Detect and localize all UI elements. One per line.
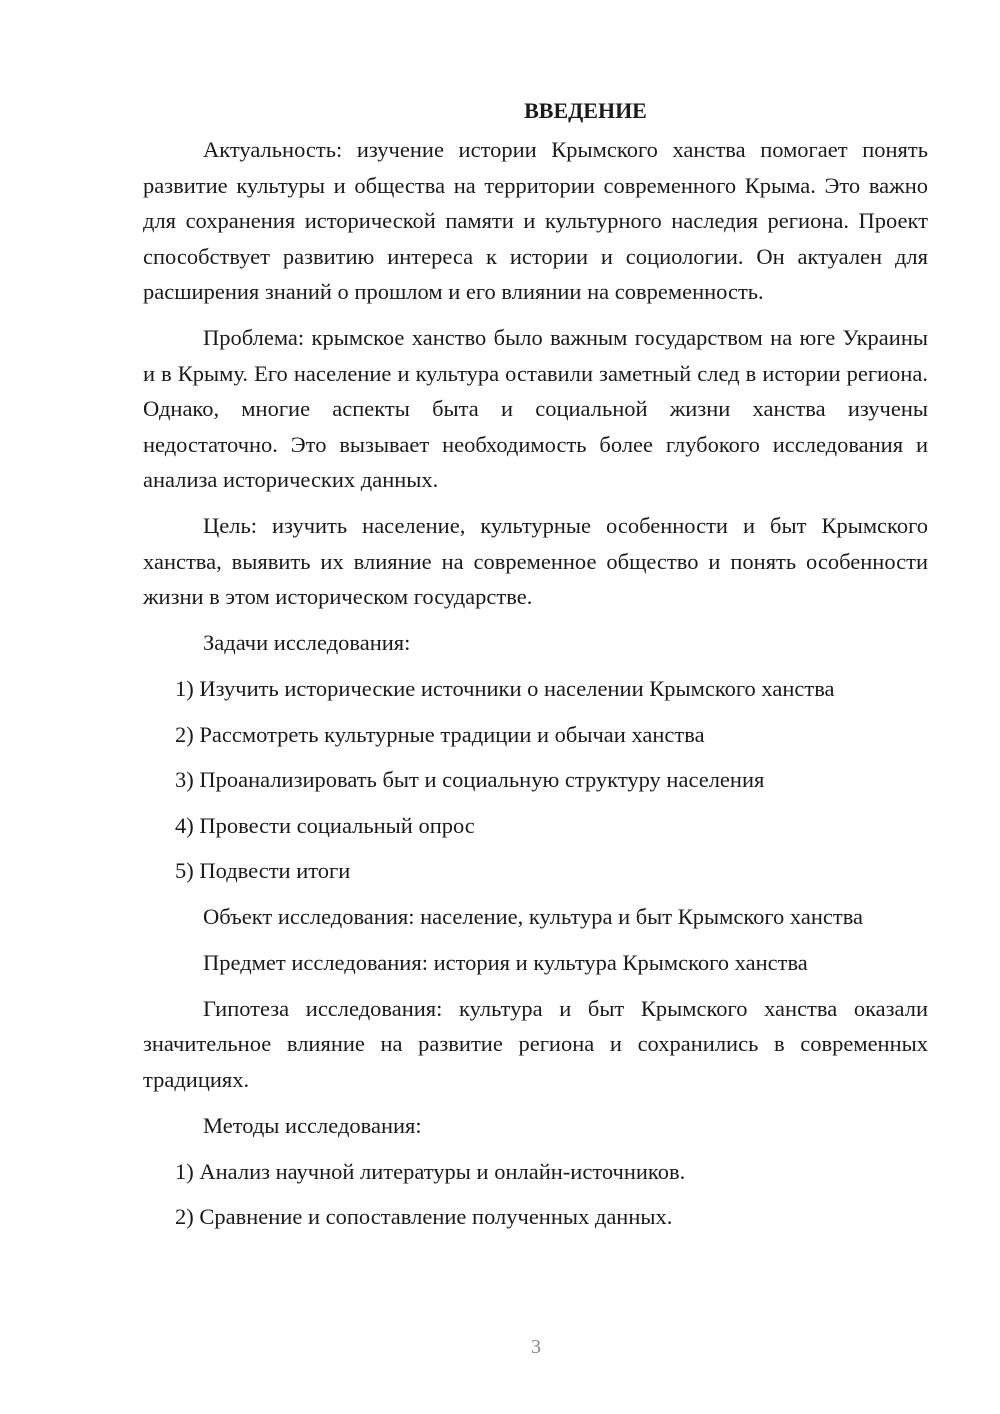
goal-paragraph: Цель: изучить население, культурные особенности и быт Крымского ханства, выявить их влияние на современное общество и понять особенности жизни в этом историческом государстве. <box>143 513 928 609</box>
method-item-2: 2) Сравнение и сопоставление полученных данных. <box>175 1204 673 1229</box>
relevance-paragraph: Актуальность: изучение истории Крымского ханства помогает понять развитие культуры и общества на территории современного Крыма. Это важно для сохранения исторической памяти и культурного наследия региона. Проект способствует развитию интереса к истории и социологии. Он актуален для расширения знаний о прошлом и его влиянии на современность. <box>143 137 928 304</box>
document-page <box>143 96 928 1245</box>
task-item-3: 3) Проанализировать быт и социальную структуру населения <box>175 767 765 792</box>
tasks-heading: Задачи исследования: <box>203 630 411 655</box>
task-item-4: 4) Провести социальный опрос <box>175 812 475 838</box>
object-paragraph: Объект исследования: население, культура и быт Крымского ханства <box>203 903 864 929</box>
page-number: 3 <box>531 1336 541 1358</box>
subject-paragraph: Предмет исследования: история и культура Крымского ханства <box>203 949 808 975</box>
hypothesis-paragraph: Гипотеза исследования: культура и быт Крымского ханства оказали значительное влияние на развитие региона и сохранились в современных традициях. <box>143 995 928 1092</box>
task-item-5: 5) Подвести итоги <box>175 858 351 883</box>
page-title: ВВЕДЕНИЕ <box>524 98 647 123</box>
method-item-1: 1) Анализ научной литературы и онлайн-источников. <box>175 1158 686 1184</box>
task-item-2: 2) Рассмотреть культурные традиции и обычаи ханства <box>175 721 705 747</box>
methods-heading: Методы исследования: <box>203 1112 422 1138</box>
problem-paragraph: Проблема: крымское ханство было важным государством на юге Украины и в Крыму. Его население и культура оставили заметный след в истории региона. Однако, многие аспекты быта и социальной жизни ханства изучены недостаточно. Это вызывает необходимость более глубокого исследования и анализа исторических данных. <box>143 325 928 492</box>
task-item-1: 1) Изучить исторические источники о населении Крымского ханства <box>175 676 835 701</box>
